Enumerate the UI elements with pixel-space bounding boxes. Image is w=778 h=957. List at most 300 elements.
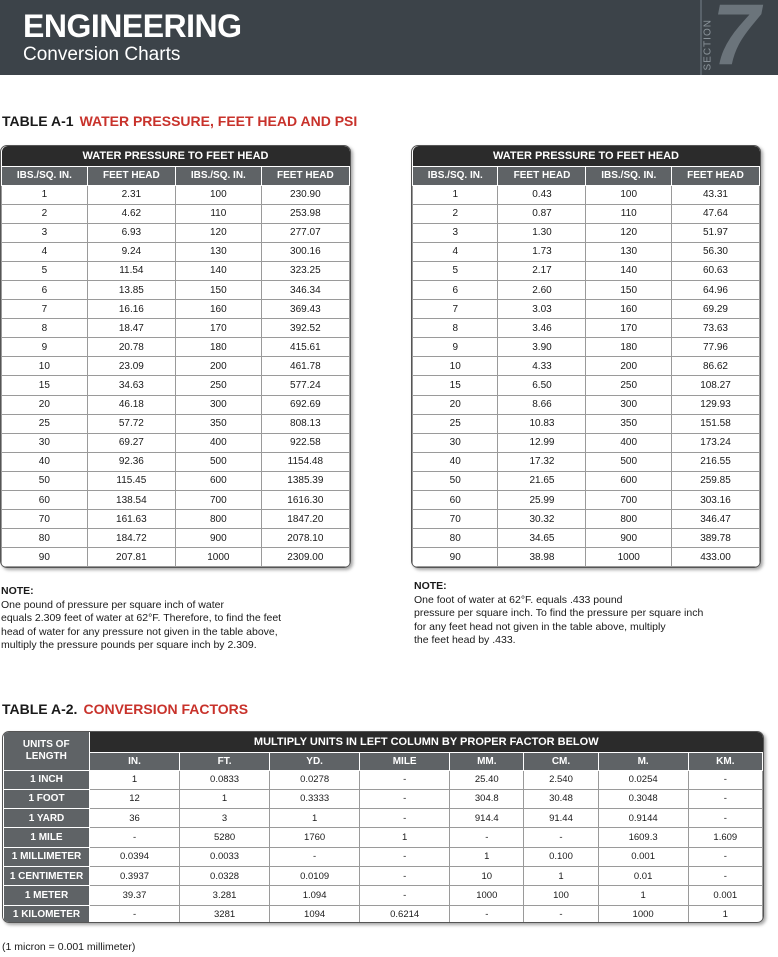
row-header: 1 YARD xyxy=(4,809,90,828)
table-row xyxy=(413,433,760,452)
table-cell: 5 xyxy=(2,261,88,280)
table-row xyxy=(4,886,763,905)
table-cell: 1760 xyxy=(270,828,360,847)
table-cell: 1 xyxy=(688,905,762,923)
table-cell: 0.0833 xyxy=(180,770,270,789)
table-cell: 34.63 xyxy=(87,376,175,395)
table-cell: 2 xyxy=(413,204,498,223)
table-cell: - xyxy=(688,770,762,789)
table-row xyxy=(2,261,350,280)
multiply-header: MULTIPLY UNITS IN LEFT COLUMN BY PROPER FACTOR BELOW xyxy=(90,732,763,752)
table-row xyxy=(2,185,350,204)
table-cell: 2078.10 xyxy=(261,529,349,548)
table-cell: 30 xyxy=(413,433,498,452)
table-row xyxy=(2,433,350,452)
table-row xyxy=(2,242,350,261)
table-cell: 0.3333 xyxy=(270,789,360,808)
table-cell: 5280 xyxy=(180,828,270,847)
table-cell: 900 xyxy=(175,529,261,548)
water-table-left-caption: WATER PRESSURE TO FEET HEAD xyxy=(2,146,350,166)
table-cell: 69.27 xyxy=(87,433,175,452)
table-cell: 1 xyxy=(360,828,450,847)
table-cell: 13.85 xyxy=(87,280,175,299)
row-header: 1 CENTIMETER xyxy=(4,866,90,885)
water-table-right-caption: WATER PRESSURE TO FEET HEAD xyxy=(413,146,760,166)
table-cell: 180 xyxy=(175,338,261,357)
table-cell: 0.0109 xyxy=(270,866,360,885)
table-cell: 46.18 xyxy=(87,395,175,414)
table-cell: 0.9144 xyxy=(598,809,688,828)
table-a2-heading xyxy=(2,701,248,717)
table-cell: 4.33 xyxy=(498,357,586,376)
column-header: CM. xyxy=(524,752,598,770)
note-line: One pound of pressure per square inch of water xyxy=(1,598,224,611)
table-row xyxy=(2,452,350,471)
table-cell: 1 xyxy=(270,809,360,828)
column-header: IBS./SQ. IN. xyxy=(586,166,671,185)
table-a1-name: WATER PRESSURE, FEET HEAD AND PSI xyxy=(79,113,358,129)
table-row xyxy=(2,548,350,567)
table-cell: - xyxy=(450,905,524,923)
table-cell: 6.93 xyxy=(87,223,175,242)
column-header: FEET HEAD xyxy=(261,166,349,185)
table-row xyxy=(413,204,760,223)
table-row xyxy=(4,828,763,847)
table-cell: 18.47 xyxy=(87,319,175,338)
table-cell: 1 xyxy=(90,770,180,789)
table-cell: 1 xyxy=(413,185,498,204)
table-cell: 25.40 xyxy=(450,770,524,789)
section-label: SECTION xyxy=(702,19,714,71)
table-cell: 304.8 xyxy=(450,789,524,808)
column-header: M. xyxy=(598,752,688,770)
table-cell: 140 xyxy=(586,261,671,280)
table-cell: 2.60 xyxy=(498,280,586,299)
table-cell: - xyxy=(524,905,598,923)
row-header: 1 INCH xyxy=(4,770,90,789)
table-row xyxy=(4,789,763,808)
table-cell: 108.27 xyxy=(671,376,759,395)
table-row xyxy=(413,319,760,338)
table-cell: 577.24 xyxy=(261,376,349,395)
table-row xyxy=(4,770,763,789)
units-of-length-header: UNITS OF LENGTH xyxy=(4,732,90,770)
table-cell: 77.96 xyxy=(671,338,759,357)
table-cell: 30.32 xyxy=(498,510,586,529)
table-cell: - xyxy=(688,847,762,866)
column-header: FEET HEAD xyxy=(87,166,175,185)
table-a1-heading xyxy=(2,113,357,129)
table-cell: 161.63 xyxy=(87,510,175,529)
note-line: for any feet head not given in the table above, multiply xyxy=(414,620,666,633)
table-cell: 40 xyxy=(2,452,88,471)
table-cell: 2 xyxy=(2,204,88,223)
table-row xyxy=(413,242,760,261)
table-cell: 36 xyxy=(90,809,180,828)
note-line: head of water for any pressure not given in the table above, xyxy=(1,625,278,638)
table-row xyxy=(2,471,350,490)
table-cell: 8 xyxy=(413,319,498,338)
table-cell: 700 xyxy=(175,491,261,510)
table-cell: 51.97 xyxy=(671,223,759,242)
table-cell: 0.3048 xyxy=(598,789,688,808)
table-cell: 350 xyxy=(175,414,261,433)
table-cell: 1000 xyxy=(586,548,671,567)
table-cell: 180 xyxy=(586,338,671,357)
row-header: 1 FOOT xyxy=(4,789,90,808)
table-cell: 259.85 xyxy=(671,471,759,490)
table-row xyxy=(413,261,760,280)
table-row xyxy=(2,529,350,548)
column-header: FT. xyxy=(180,752,270,770)
table-row xyxy=(2,300,350,319)
table-row xyxy=(413,223,760,242)
table-cell: 3.46 xyxy=(498,319,586,338)
table-cell: 151.58 xyxy=(671,414,759,433)
table-cell: 34.65 xyxy=(498,529,586,548)
table-cell: 1154.48 xyxy=(261,452,349,471)
table-row xyxy=(4,866,763,885)
table-cell: 12.99 xyxy=(498,433,586,452)
table-cell: 6.50 xyxy=(498,376,586,395)
table-cell: 57.72 xyxy=(87,414,175,433)
table-cell: 1 xyxy=(598,886,688,905)
table-cell: 2309.00 xyxy=(261,548,349,567)
table-cell: 120 xyxy=(586,223,671,242)
table-cell: 8.66 xyxy=(498,395,586,414)
table-cell: 7 xyxy=(413,300,498,319)
note-left xyxy=(1,585,281,653)
table-cell: - xyxy=(360,789,450,808)
table-cell: 91.44 xyxy=(524,809,598,828)
table-row xyxy=(413,395,760,414)
table-cell: 1609.3 xyxy=(598,828,688,847)
table-row xyxy=(413,376,760,395)
page-title: ENGINEERING xyxy=(23,8,242,44)
table-cell: 1000 xyxy=(175,548,261,567)
table-cell: 400 xyxy=(175,433,261,452)
table-cell: 200 xyxy=(586,357,671,376)
table-cell: 1094 xyxy=(270,905,360,923)
table-cell: 1.73 xyxy=(498,242,586,261)
table-cell: 80 xyxy=(413,529,498,548)
table-cell: 700 xyxy=(586,491,671,510)
table-cell: 277.07 xyxy=(261,223,349,242)
page-header xyxy=(0,0,778,83)
table-cell: 16.16 xyxy=(87,300,175,319)
table-cell: 300 xyxy=(586,395,671,414)
column-header: IBS./SQ. IN. xyxy=(175,166,261,185)
table-cell: - xyxy=(90,905,180,923)
table-cell: 216.55 xyxy=(671,452,759,471)
table-cell: 3.281 xyxy=(180,886,270,905)
table-cell: 914.4 xyxy=(450,809,524,828)
table-cell: 6 xyxy=(413,280,498,299)
table-cell: 184.72 xyxy=(87,529,175,548)
table-row xyxy=(2,338,350,357)
table-cell: 0.0328 xyxy=(180,866,270,885)
table-cell: 1 xyxy=(2,185,88,204)
table-cell: 10 xyxy=(2,357,88,376)
table-cell: 300.16 xyxy=(261,242,349,261)
table-cell: 2.17 xyxy=(498,261,586,280)
table-a1-id: TABLE A-1 xyxy=(2,113,74,129)
table-cell: 692.69 xyxy=(261,395,349,414)
column-header: FEET HEAD xyxy=(671,166,759,185)
table-cell: 25.99 xyxy=(498,491,586,510)
table-row xyxy=(2,510,350,529)
table-row xyxy=(413,491,760,510)
table-cell: 17.32 xyxy=(498,452,586,471)
table-cell: 173.24 xyxy=(671,433,759,452)
table-cell: 4.62 xyxy=(87,204,175,223)
table-row xyxy=(4,905,763,923)
table-cell: 50 xyxy=(413,471,498,490)
table-cell: 140 xyxy=(175,261,261,280)
table-cell: 92.36 xyxy=(87,452,175,471)
note-line: equals 2.309 feet of water at 62°F. Therefore, to find the feet xyxy=(1,612,282,624)
table-cell: 461.78 xyxy=(261,357,349,376)
table-cell: 138.54 xyxy=(87,491,175,510)
table-cell: 2.31 xyxy=(87,185,175,204)
table-row xyxy=(2,491,350,510)
note-line: the feet head by .433. xyxy=(414,634,516,646)
table-row xyxy=(2,357,350,376)
table-cell: 90 xyxy=(413,548,498,567)
table-cell: 207.81 xyxy=(87,548,175,567)
table-cell: 20 xyxy=(2,395,88,414)
column-header: MM. xyxy=(450,752,524,770)
table-cell: 1.30 xyxy=(498,223,586,242)
table-cell: 3 xyxy=(180,809,270,828)
table-cell: 11.54 xyxy=(87,261,175,280)
table-cell: 303.16 xyxy=(671,491,759,510)
table-row xyxy=(2,319,350,338)
table-cell: 20 xyxy=(413,395,498,414)
table-cell: 323.25 xyxy=(261,261,349,280)
table-cell: 15 xyxy=(413,376,498,395)
table-row xyxy=(413,529,760,548)
row-header: 1 MILE xyxy=(4,828,90,847)
page-subtitle: Conversion Charts xyxy=(23,44,181,65)
table-cell: 900 xyxy=(586,529,671,548)
row-header: 1 KILOMETER xyxy=(4,905,90,923)
column-header: YD. xyxy=(270,752,360,770)
table-cell: 50 xyxy=(2,471,88,490)
table-cell: 250 xyxy=(175,376,261,395)
table-cell: 115.45 xyxy=(87,471,175,490)
table-cell: 0.0254 xyxy=(598,770,688,789)
column-header: KM. xyxy=(688,752,762,770)
table-cell: 9.24 xyxy=(87,242,175,261)
table-cell: 129.93 xyxy=(671,395,759,414)
table-row xyxy=(4,847,763,866)
table-cell: 43.31 xyxy=(671,185,759,204)
table-cell: - xyxy=(360,866,450,885)
table-cell: - xyxy=(90,828,180,847)
table-cell: 369.43 xyxy=(261,300,349,319)
table-a2-id: TABLE A-2. xyxy=(2,701,78,717)
table-cell: 1 xyxy=(524,866,598,885)
table-row xyxy=(413,338,760,357)
table-cell: 415.61 xyxy=(261,338,349,357)
table-cell: 1000 xyxy=(598,905,688,923)
table-cell: 150 xyxy=(175,280,261,299)
table-cell: 30.48 xyxy=(524,789,598,808)
table-cell: 86.62 xyxy=(671,357,759,376)
table-cell: 1.609 xyxy=(688,828,762,847)
table-cell: 100 xyxy=(586,185,671,204)
table-cell: 1385.39 xyxy=(261,471,349,490)
table-cell: 30 xyxy=(2,433,88,452)
table-cell: 69.29 xyxy=(671,300,759,319)
table-cell: 10.83 xyxy=(498,414,586,433)
table-cell: 7 xyxy=(2,300,88,319)
table-cell: 170 xyxy=(586,319,671,338)
table-cell: 170 xyxy=(175,319,261,338)
table-cell: 1 xyxy=(450,847,524,866)
table-cell: - xyxy=(360,886,450,905)
table-cell: 160 xyxy=(175,300,261,319)
table-cell: 1616.30 xyxy=(261,491,349,510)
table-cell: - xyxy=(270,847,360,866)
table-cell: 800 xyxy=(175,510,261,529)
table-cell: 300 xyxy=(175,395,261,414)
table-cell: 0.87 xyxy=(498,204,586,223)
table-cell: 40 xyxy=(413,452,498,471)
table-cell: - xyxy=(524,828,598,847)
table-cell: 73.63 xyxy=(671,319,759,338)
table-row xyxy=(413,414,760,433)
table-cell: 9 xyxy=(2,338,88,357)
table-cell: 70 xyxy=(2,510,88,529)
note-left-title: NOTE: xyxy=(1,585,34,597)
column-header: MILE xyxy=(360,752,450,770)
table-row xyxy=(413,548,760,567)
table-cell: 70 xyxy=(413,510,498,529)
table-cell: 500 xyxy=(175,452,261,471)
table-cell: 20.78 xyxy=(87,338,175,357)
table-cell: - xyxy=(450,828,524,847)
table-cell: 0.01 xyxy=(598,866,688,885)
row-header: 1 METER xyxy=(4,886,90,905)
table-row xyxy=(2,395,350,414)
table-cell: 39.37 xyxy=(90,886,180,905)
table-row xyxy=(413,185,760,204)
table-cell: 346.47 xyxy=(671,510,759,529)
table-row xyxy=(413,300,760,319)
footnote: (1 micron = 0.001 millimeter) xyxy=(2,941,136,953)
table-row xyxy=(2,414,350,433)
table-cell: - xyxy=(360,770,450,789)
table-cell: 600 xyxy=(586,471,671,490)
table-cell: 60 xyxy=(2,491,88,510)
table-cell: 150 xyxy=(586,280,671,299)
table-cell: 38.98 xyxy=(498,548,586,567)
table-row xyxy=(413,510,760,529)
table-cell: 4 xyxy=(413,242,498,261)
table-cell: 90 xyxy=(2,548,88,567)
table-cell: 922.58 xyxy=(261,433,349,452)
table-cell: 3.03 xyxy=(498,300,586,319)
table-cell: 0.0394 xyxy=(90,847,180,866)
note-line: multiply the pressure pounds per square inch by 2.309. xyxy=(1,639,257,651)
table-cell: - xyxy=(360,847,450,866)
table-cell: 64.96 xyxy=(671,280,759,299)
table-row xyxy=(2,223,350,242)
table-cell: 808.13 xyxy=(261,414,349,433)
table-cell: 160 xyxy=(586,300,671,319)
table-cell: 400 xyxy=(586,433,671,452)
table-cell: - xyxy=(688,789,762,808)
table-cell: 3281 xyxy=(180,905,270,923)
table-cell: 9 xyxy=(413,338,498,357)
table-cell: 12 xyxy=(90,789,180,808)
column-header: FEET HEAD xyxy=(498,166,586,185)
table-cell: 346.34 xyxy=(261,280,349,299)
water-table-left xyxy=(0,145,351,568)
column-header: IBS./SQ. IN. xyxy=(2,166,88,185)
table-row xyxy=(4,809,763,828)
section-divider xyxy=(700,0,702,75)
table-cell: 3.90 xyxy=(498,338,586,357)
table-cell: 0.0278 xyxy=(270,770,360,789)
table-cell: 100 xyxy=(524,886,598,905)
table-cell: 15 xyxy=(2,376,88,395)
table-cell: 3 xyxy=(2,223,88,242)
table-cell: - xyxy=(360,809,450,828)
table-cell: 389.78 xyxy=(671,529,759,548)
table-cell: 25 xyxy=(2,414,88,433)
table-cell: 25 xyxy=(413,414,498,433)
table-cell: 200 xyxy=(175,357,261,376)
table-row xyxy=(413,452,760,471)
table-cell: 1.094 xyxy=(270,886,360,905)
table-a2-name: CONVERSION FACTORS xyxy=(83,701,249,717)
water-table-right xyxy=(411,145,761,568)
table-cell: 600 xyxy=(175,471,261,490)
table-row xyxy=(2,280,350,299)
table-row xyxy=(413,357,760,376)
table-cell: 4 xyxy=(2,242,88,261)
table-cell: - xyxy=(688,809,762,828)
table-cell: 1 xyxy=(180,789,270,808)
table-row xyxy=(413,471,760,490)
table-cell: 0.001 xyxy=(598,847,688,866)
table-cell: 8 xyxy=(2,319,88,338)
table-cell: 80 xyxy=(2,529,88,548)
table-cell: 110 xyxy=(586,204,671,223)
table-cell: 500 xyxy=(586,452,671,471)
table-cell: 433.00 xyxy=(671,548,759,567)
table-cell: 130 xyxy=(175,242,261,261)
table-cell: 130 xyxy=(586,242,671,261)
table-cell: 253.98 xyxy=(261,204,349,223)
table-cell: 47.64 xyxy=(671,204,759,223)
table-cell: 0.0033 xyxy=(180,847,270,866)
table-cell: 1000 xyxy=(450,886,524,905)
table-cell: 100 xyxy=(175,185,261,204)
table-cell: 3 xyxy=(413,223,498,242)
note-right xyxy=(414,580,703,648)
note-right-title: NOTE: xyxy=(414,580,447,592)
table-cell: 0.001 xyxy=(688,886,762,905)
column-header: IN. xyxy=(90,752,180,770)
table-row xyxy=(2,376,350,395)
table-row xyxy=(2,204,350,223)
note-line: pressure per square inch. To find the pressure per square inch xyxy=(414,607,704,619)
table-cell: 10 xyxy=(450,866,524,885)
